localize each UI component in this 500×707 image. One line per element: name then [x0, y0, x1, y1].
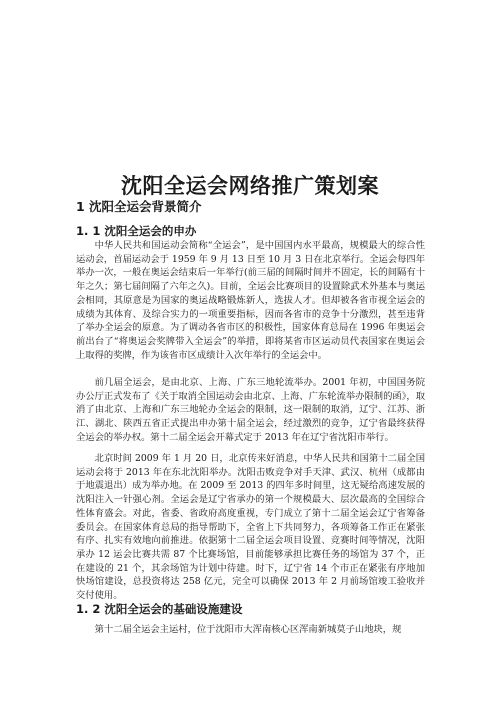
subsection-heading-1-2: 1. 2 沈阳全运会的基础设施建设 [76, 602, 243, 616]
paragraph-2: 前几届全运会，是由北京、上海、广东三地轮流举办。2001 年初，中国国务院办公厅正式发布了《关于取消全国运动会由北京、上海、广东轮流举办限制的函》，取消了由北京、上海和广东三地轮办全运会的限制，这一限制的取消，辽宁、江苏、浙江、湖北、陕西五省正式提出申办第十届全运会，经过激烈的竞争，辽宁省最终获得全运会的举办权。第十二届全运会开幕式定于 2013 年在辽宁省沈阳市举行。 [76, 377, 425, 443]
paragraph-3: 北京时间 2009 年 1 月 20 日，北京传来好消息，中华人民共和国第十二届全国运动会将于 2013 年在东北沈阳举办。沈阳击败竞争对手天津、武汉、杭州（成都由于地震退出）成为举办地。在 2009 至 2013 的四年多时间里，这无疑给高速发展的沈阳注入一针强心剂。全运会是辽宁省承办的第一个规模最大、层次最高的全国综合性体育盛会。对此，省委、省政府高度重视，专门成立了第十二届全运会辽宁省筹备委员会。在国家体育总局的指导帮助下，全省上下共同努力，各项筹备工作正在紧张有序、扎实有效地向前推进。依据第十二届全运会项目设置、竞赛时间等情况，沈阳承办 12 运会比赛共需 87 个比赛场馆，目前能够承担比赛任务的场馆为 37 个，正在建设的 21 个，其余场馆为计划中待建。时下，辽宁省 14 个市正在紧张有序地加快场馆建设，总投资将达 258 亿元，完全可以确保 2013 年 2 月前场馆竣工验收并交付使用。 [76, 453, 425, 602]
subsection-heading-1-1: 1. 1 沈阳全运会的申办 [76, 224, 197, 238]
paragraph-1: 中华人民共和国运动会简称“全运会”，是中国国内水平最高，规模最大的综合性运动会，首届运动会于 1959 年 9 月 13 日至 10 月 3 日在北京举行。全运会每四年举办一次，一般在奥运会结束后一年举行(前三届的间隔时间并不固定，长的间隔有十年之久；第七届间隔了六年之久)。目前，全运会比赛项目的设置除武术外基本与奥运会相同，其原意是为国家的奥运战略锻炼新人，选拔人才。但却被各省市视全运会的成绩为其体育、及综合实力的一项重要指标，因而各省市的竞争十分激烈，甚至违背了举办全运会的原意。为了调动各省市区的积极性，国家体育总局在 1996 年奥运会前出台了“将奥运会奖牌带入全运会”的举措，即将某省市区运动员代表国家在奥运会上取得的奖牌，作为该省市区成绩计入次年举行的全运会中。 [76, 240, 426, 361]
document-title: 沈阳全运会网络推广策划案 [121, 174, 379, 198]
paragraph-4: 第十二届全运会主运村，位于沈阳市大浑南核心区浑南新城莫子山地块，规 [94, 624, 402, 635]
section-heading-1: 1 沈阳全运会背景简介 [76, 199, 202, 214]
